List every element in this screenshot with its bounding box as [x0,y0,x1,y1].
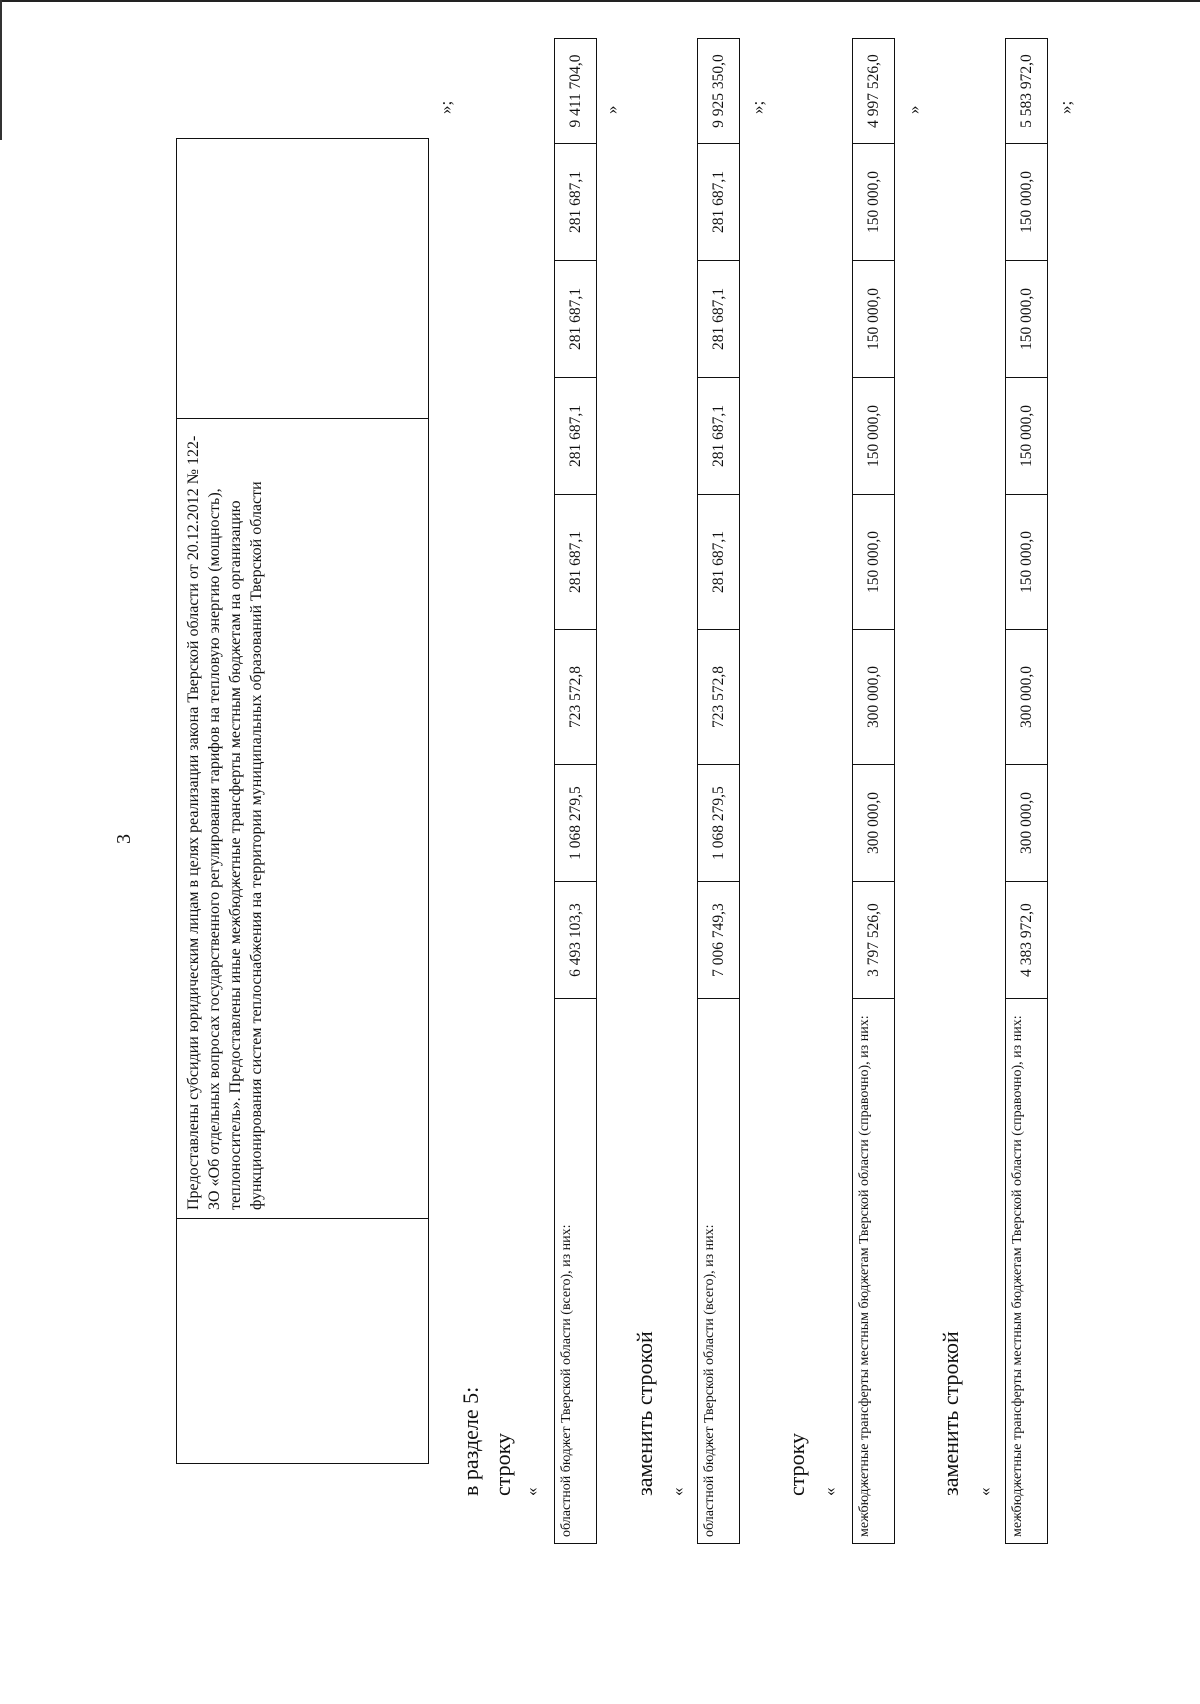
row-value: 5 583 972,0 [1006,39,1048,144]
row-value: 281 687,1 [555,144,597,261]
row-value: 300 000,0 [1006,630,1048,765]
page-number: 3 [113,834,135,844]
row-value: 9 925 350,0 [698,39,740,144]
row-value: 150 000,0 [1006,495,1048,630]
row-label: областной бюджет Тверской области (всего), из них: [698,999,740,1544]
row-value: 281 687,1 [555,378,597,495]
row-label: межбюджетные трансферты местным бюджетам Тверской области (справочно), из них: [1006,999,1048,1544]
row-value: 723 572,8 [698,630,740,765]
row-value: 4 383 972,0 [1006,882,1048,999]
row-label: межбюджетные трансферты местным бюджетам Тверской области (справочно), из них: [853,999,895,1544]
replace-2-old-row-table [852,38,895,1544]
row-value: 1 068 279,5 [555,765,597,882]
replace-2-close-quote-new: »; [1056,100,1075,114]
row-value: 3 797 526,0 [853,882,895,999]
replace-1-open-quote: « [522,1487,541,1496]
row-value: 281 687,1 [698,261,740,378]
row-value: 281 687,1 [698,495,740,630]
replace-1-open-quote-new: « [668,1487,687,1496]
replace-2-new-row-table [1005,38,1048,1544]
row-value: 150 000,0 [1006,378,1048,495]
row-value: 150 000,0 [853,144,895,261]
replace-2-open-quote: « [820,1487,839,1496]
replace-2-close-quote-old: » [904,105,923,114]
top-table [176,138,429,1464]
row-value: 9 411 704,0 [555,39,597,144]
top-table-empty-cell [177,1219,429,1464]
replace-1-close-quote-old: » [602,105,621,114]
row-value: 6 493 103,3 [555,882,597,999]
replace-1-close-quote-new: »; [748,100,767,114]
row-value: 150 000,0 [853,378,895,495]
row-value: 281 687,1 [698,378,740,495]
row-value: 281 687,1 [555,261,597,378]
row-value: 1 068 279,5 [698,765,740,882]
replace-1-new-row-table [697,38,740,1544]
replace-2-intro: строку [784,1432,809,1496]
table-row [853,39,895,1544]
replace-2-open-quote-new: « [975,1487,994,1496]
row-value: 150 000,0 [1006,144,1048,261]
row-value: 7 006 749,3 [698,882,740,999]
top-table-close-quote: »; [436,100,455,114]
row-value: 4 997 526,0 [853,39,895,144]
row-value: 723 572,8 [555,630,597,765]
replace-1-intro: строку [490,1432,515,1496]
table-row [698,39,740,1544]
top-table-empty-cell [177,139,429,419]
row-value: 150 000,0 [1006,261,1048,378]
top-table-description: Предоставлены субсидии юридическим лицам в целях реализации закона Тверской области от 20.12.2012 № 122-ЗО «Об отдельных вопросах государственного регулирования тарифов на тепловую энергию (мощность), теплоноситель». Предоставлены иные межбюджетные трансферты местным бюджетам на организацию функционирования систем теплоснабжения на территории муниципальных образований Тверской области [177,419,429,1219]
row-value: 300 000,0 [853,765,895,882]
replace-1-with: заменить строкой [632,1331,657,1496]
row-value: 150 000,0 [853,495,895,630]
row-value: 300 000,0 [853,630,895,765]
table-row [1006,39,1048,1544]
row-value: 281 687,1 [555,495,597,630]
row-value: 300 000,0 [1006,765,1048,882]
replace-1-old-row-table [554,38,597,1544]
row-value: 281 687,1 [698,144,740,261]
section-heading: в разделе 5: [458,1386,483,1496]
row-value: 150 000,0 [853,261,895,378]
table-row [555,39,597,1544]
replace-2-with: заменить строкой [938,1331,963,1496]
row-label: областной бюджет Тверской области (всего), из них: [555,999,597,1544]
